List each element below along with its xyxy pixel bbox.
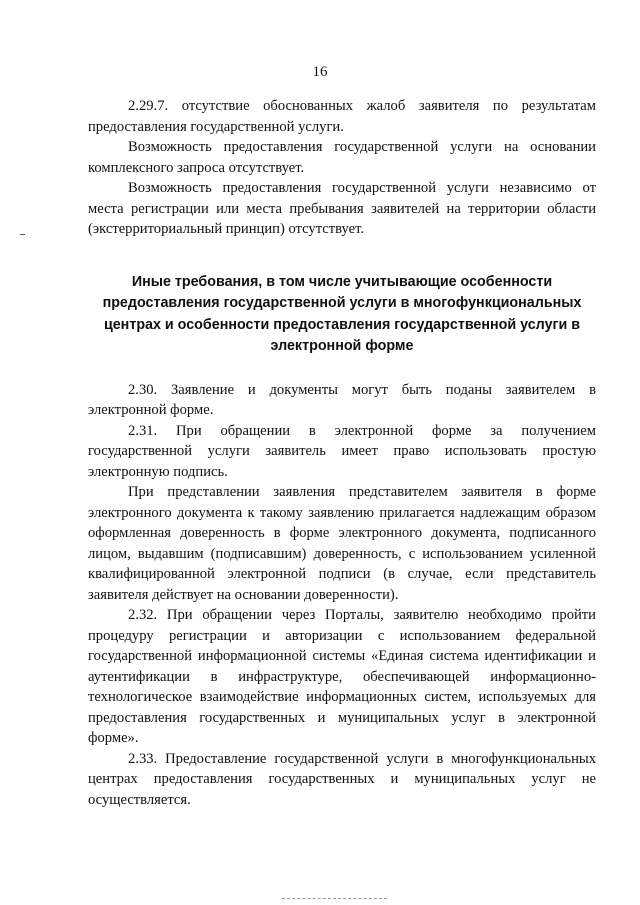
paragraph-2-29-7: 2.29.7. отсутствие обоснованных жалоб заявителя по результатам предоставления государственной услуги. (88, 98, 596, 135)
page-number: 16 (312, 64, 328, 80)
paragraph-2-30: 2.30. Заявление и документы могут быть поданы заявителем в электронной форме. (88, 381, 596, 418)
section-heading: Иные требования, в том числе учитывающие особенности предоставления государственной услуги в многофункциональных центрах и особенности предоставления государственной услуги в электронной форме (102, 273, 582, 354)
paragraph-2-33: 2.33. Предоставление государственной услуги в многофункциональных центрах предоставления государственных и муниципальных услуг не осуществляется. (88, 750, 596, 808)
scan-artifact (282, 898, 387, 902)
paragraph-representative: При представлении заявления представителем заявителя в форме электронного документа к такому заявлению прилагается надлежащим образом оформленная доверенность в форме электронного документа, подписанного лицом, выдавшим (подписавшим) доверенность, с использованием усиленной квалифицированной электронной подписи (в случае, если представитель заявителя действует на основании доверенности). (88, 484, 596, 603)
paragraph-extraterritorial: Возможность предоставления государственной услуги независимо от места регистрации или места пребывания заявителей на территории области (экстерриториальный принцип) отсутствует. (88, 180, 596, 237)
paragraph-2-31: 2.31. При обращении в электронной форме за получением государственной услуги заявитель имеет право использовать простую электронную подпись. (88, 422, 596, 480)
margin-mark (20, 234, 25, 235)
document-body (88, 96, 596, 810)
paragraph-2-32: 2.32. При обращении через Порталы, заявителю необходимо пройти процедуру регистрации и авторизации с использованием федеральной государственной информационной системы «Единая система идентификации и аутентификации в инфраструктуре, обеспечивающей информационно-технологическое взаимодействие информационных систем, используемых для предоставления государственных и муниципальных услуг в электронной форме». (88, 607, 596, 746)
paragraph-complex-request: Возможность предоставления государственной услуги на основании комплексного запроса отсутствует. (88, 139, 596, 176)
